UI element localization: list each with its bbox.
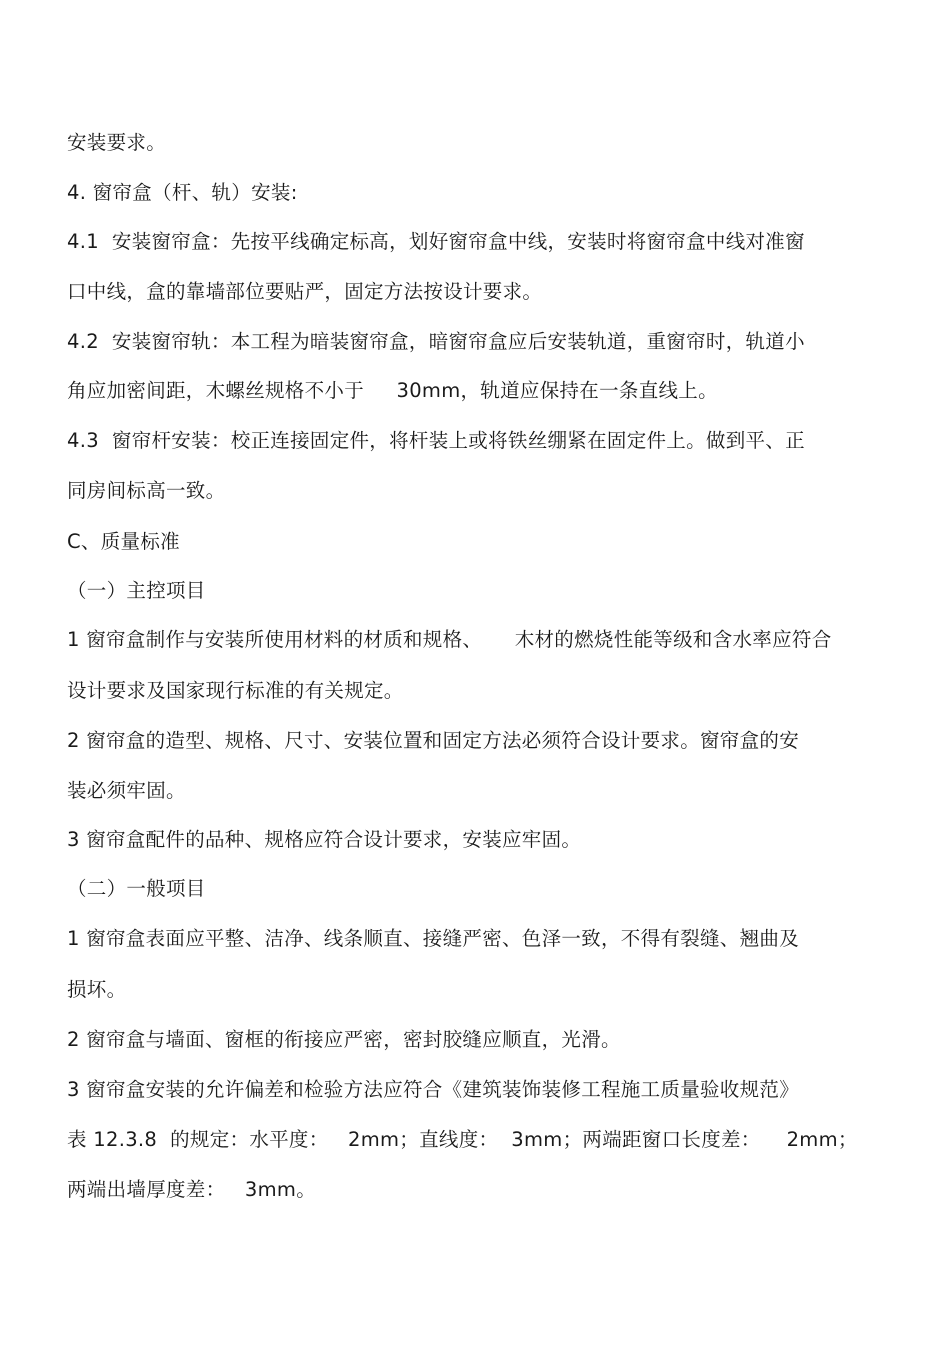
text-line-18: 损坏。 — [67, 978, 127, 1001]
text-line-22: 两端出墙厚度差： 3mm。 — [67, 1178, 316, 1201]
subsection-heading-main: （一）主控项目 — [67, 579, 206, 602]
text-line-20: 3 窗帘盒安装的允许偏差和检验方法应符合《建筑装饰装修工程施工质量验收规范》 — [67, 1078, 800, 1101]
text-line-8: 同房间标高一致。 — [67, 479, 226, 502]
text-line-19: 2 窗帘盒与墙面、窗框的衔接应严密，密封胶缝应顺直，光滑。 — [67, 1028, 621, 1051]
subsection-heading-general: （二）一般项目 — [67, 877, 206, 900]
text-line-2: 4. 窗帘盒（杆、轨）安装: — [67, 181, 298, 204]
text-line-17: 1 窗帘盒表面应平整、洁净、线条顺直、接缝严密、色泽一致，不得有裂缝、翘曲及 — [67, 927, 800, 950]
text-line-6: 角应加密间距，木螺丝规格不小于 30mm，轨道应保持在一条直线上。 — [67, 379, 718, 402]
text-line-11: 1 窗帘盒制作与安装所使用材料的材质和规格、 木材的燃烧性能等级和含水率应符合 — [67, 628, 832, 651]
text-line-5: 4.2 安装窗帘轨：本工程为暗装窗帘盒，暗窗帘盒应后安装轨道，重窗帘时，轨道小 — [67, 330, 805, 353]
text-line-12: 设计要求及国家现行标准的有关规定。 — [67, 679, 404, 702]
text-line-21: 表 12.3.8 的规定：水平度： 2mm；直线度： 3mm；两端距窗口长度差： 2mm； — [67, 1128, 858, 1151]
text-line-1: 安装要求。 — [67, 131, 167, 154]
section-heading-quality: C、质量标准 — [67, 530, 180, 553]
text-line-4: 口中线，盒的靠墙部位要贴严，固定方法按设计要求。 — [67, 280, 543, 303]
text-line-15: 3 窗帘盒配件的品种、规格应符合设计要求，安装应牢固。 — [67, 828, 582, 851]
text-line-13: 2 窗帘盒的造型、规格、尺寸、安装位置和固定方法必须符合设计要求。窗帘盒的安 — [67, 729, 800, 752]
text-line-14: 装必须牢固。 — [67, 779, 186, 802]
text-line-7: 4.3 窗帘杆安装：校正连接固定件，将杆装上或将铁丝绷紧在固定件上。做到平、正 — [67, 429, 805, 452]
text-line-3: 4.1 安装窗帘盒：先按平线确定标高，划好窗帘盒中线，安装时将窗帘盒中线对准窗 — [67, 230, 805, 253]
